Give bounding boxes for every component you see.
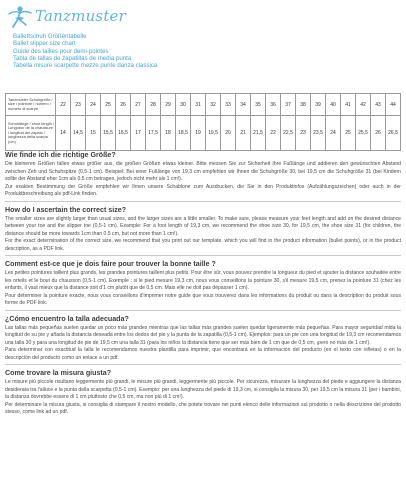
section-title: Come trovare la misura giusta? (5, 369, 112, 377)
length-cell: 19,5 (206, 116, 221, 151)
size-cell: 30 (176, 94, 191, 116)
length-cell: 23 (296, 116, 311, 151)
section-title: Comment est-ce que je dois faire pour trouver la bonne taille ? (5, 260, 216, 268)
section-title: Wie finde ich die richtige Größe? (5, 151, 116, 159)
brand-logo (7, 4, 167, 30)
length-cell: 17,5 (146, 116, 161, 151)
chart-titles (13, 33, 157, 69)
size-cell: 25 (101, 94, 116, 116)
size-guide-text (5, 150, 401, 417)
divider (5, 255, 401, 256)
length-cell: 22 (266, 116, 281, 151)
section-spanish (5, 314, 401, 363)
size-cell: 35 (251, 94, 266, 116)
title-de: Ballettschuh Größentabelle (13, 33, 87, 40)
length-row (6, 116, 401, 151)
size-cell: 40 (326, 94, 341, 116)
size-cell: 42 (356, 94, 371, 116)
length-cell: 21,5 (251, 116, 266, 151)
size-cell: 32 (206, 94, 221, 116)
title-fr: Guide des tailles pour demi-pointes (13, 47, 109, 55)
size-cell: 39 (311, 94, 326, 116)
length-cell: 24 (326, 116, 341, 151)
size-cell: 22 (56, 94, 71, 116)
divider (5, 364, 401, 365)
size-cell: 38 (296, 94, 311, 116)
length-cell: 18,5 (176, 116, 191, 151)
section-paragraph: Para determinar con exactitud la talla le recomendamos nuestra plantilla para imprimir, que encontrará en la información del producto (en el texto con viñetas) o en la descripción del producto como un enlace a un pdf. (5, 347, 401, 361)
title-en: Ballet slipper size chart (13, 40, 76, 48)
title-es: Tabla de tallas de zapatillas de media punta (13, 54, 132, 62)
length-cell: 25,5 (356, 116, 371, 151)
size-cell: 24 (86, 94, 101, 116)
size-cell: 41 (341, 94, 356, 116)
size-cell: 31 (191, 94, 206, 116)
title-it: Tabella misure scarpette mezze punte danza classica (13, 62, 158, 70)
length-cell: 23,5 (311, 116, 326, 151)
size-cell: 33 (221, 94, 236, 116)
size-cell: 37 (281, 94, 296, 116)
size-row (6, 94, 401, 116)
section-french (5, 259, 401, 308)
length-cell: 20 (221, 116, 236, 151)
section-paragraph: Per determinare la misura giusta, si consiglia di stampare il nostro modello, che potete trovare nei punti elenco delle informazioni sul prodotto o nella descrizione del prodotto stesso, come link ad un pdf. (5, 401, 401, 415)
length-cell: 15 (86, 116, 101, 151)
divider (5, 201, 401, 202)
section-paragraph: Le misure più piccole risultano leggermente più grandi, le misure più grandi, leggermente più piccole. Per sicurezza, misurare la lunghezza del piede e aggiungere la distanza desiderata tra l'alluce e la punta della scarpetta (0,5-1 cm). Esempio: per una lunghezza del piede di 19,3 cm, si consiglia la misura 30, per 19,5 cm la misura 31 (per i bambini, la distanza dovrebbe essere di 1 cm piuttosto che 0,5 cm, ma non più di 1 cm!). (5, 379, 401, 400)
size-cell: 34 (236, 94, 251, 116)
length-cell: 21 (236, 116, 251, 151)
size-cell: 36 (266, 94, 281, 116)
size-cell: 44 (386, 94, 401, 116)
section-paragraph: Zur exakten Bestimmung der Größe empfehlen wir Ihnen unsere Schablone zum Ausdrucken, die Sie in den Produktinfos (Aufzählungszeichen) oder auch in der Produktbeschreibung als pdf-Link finden. (5, 183, 401, 197)
section-paragraph: Pour déterminer la pointure exacte, nous vous conseillons d'imprimer notre guide que vous trouverez dans les informations du produit ou dans la description du produit sous forme de PDF link. (5, 292, 401, 306)
length-cell: 22,5 (281, 116, 296, 151)
length-cell: 16,5 (116, 116, 131, 151)
length-row-label: Schuhlänge / shoe length / Longueur de la chaussure / longitud del zapato / lunghezza della scarpa (cm) (6, 116, 56, 151)
length-cell: 26,5 (386, 116, 401, 151)
section-english (5, 205, 401, 254)
size-cell: 28 (146, 94, 161, 116)
dancer-icon (7, 5, 33, 29)
length-cell: 26 (371, 116, 386, 151)
size-cell: 43 (371, 94, 386, 116)
section-italian (5, 368, 401, 417)
length-cell: 19 (191, 116, 206, 151)
section-paragraph: The smaller sizes are slightly larger than usual sizes, and the larger sizes are a little smaller. To make sure, please measure your feet length and add on the desired distance between your toe and the slipper toe (0,5-1 cm). Example: For a foot length of 19,3 cm, we recommend the shoe size 30, for 19,5 cm, the shoe size 31 (for children, the distance should be more towards 1cm than 0.5 cm, but not more than 1 cm!). (5, 215, 401, 237)
header (7, 4, 399, 82)
length-cell: 25 (341, 116, 356, 151)
section-paragraph: For the exact determination of the correct size, we recommend that you print out our template, which you will find in the product information (bullet points), or in the product description, as a PDF link. (5, 238, 401, 252)
section-paragraph: Las tallas más pequeñas suelen quedar un poco más grandes mientras que las tallas más grandes suelen quedar ligeramente más pequeñas. Para mayor seguridad mida la longitud de su pie y añada la distancia deseada entre los dedos del pie y la punta de la zapatilla (0,5-1 cm). Ejemplos: para un pie con una longitud de 19,3 cm recomendamos una talla 30 y para una longitud de pie de 19,5 cm una talla 31 (para los niños la distancia tiene que ser más bien de 1 cm que de 0,5 cm, ¡pero no más de 1 cm!). (5, 324, 401, 346)
size-cell: 26 (116, 94, 131, 116)
size-table (5, 93, 401, 151)
length-cell: 14,5 (71, 116, 86, 151)
section-paragraph: Les petites pointures taillent plus grands, les grandes pointures taillent plus petits. Pour être sûr, vous pouvez prendre la longueur du pied et ajouter la distance souhaitée entre les orteils et le bout du chausson (0,5-1 cm). Exemple : si le pied mesure 19,3 cm, nous vous conseillons la pointure 30, s'il mesure 19,5 cm, prenez la pointure 31 (chez les enfants, il vaut mieux que la distance soit d'1 cm plutôt que de 0,5 cm. Mais elle ne doit pas dépasser 1 cm). (5, 270, 401, 291)
section-title: How do I ascertain the correct size? (5, 205, 127, 214)
section-title: ¿Cómo encuentro la talla adecuada? (5, 314, 129, 323)
size-cell: 27 (131, 94, 146, 116)
length-cell: 18 (161, 116, 176, 151)
length-cell: 14 (56, 116, 71, 151)
size-row-label: Tanzmuster Schuhgröße / size / pointure / numero / numero di scarpe (6, 94, 56, 116)
brand-name: Tanzmuster (35, 7, 127, 25)
size-cell: 23 (71, 94, 86, 116)
section-german (5, 150, 401, 199)
divider (5, 310, 401, 311)
length-cell: 15,5 (101, 116, 116, 151)
section-paragraph: Die kleineren Größen fallen etwas größer aus, die großen Größen etwas kleiner. Bitte messen Sie zur Sicherheit Ihre Fußlänge und addieren den gewünschten Abstand zwischen Zeh und Schuhspitze (0,5-1 cm). Beispiel: Bei einer Fußlänge von 19,3 cm empfehlen wir Ihnen die Schuhgröße 30, bei 19,5 cm die Schuhgröße 31 (bei Kindern sollte der Abstand eher 1cm als 0,5 cm betragen, jedoch nicht mehr als 1 cm!). (5, 161, 401, 182)
size-cell: 29 (161, 94, 176, 116)
length-cell: 17 (131, 116, 146, 151)
